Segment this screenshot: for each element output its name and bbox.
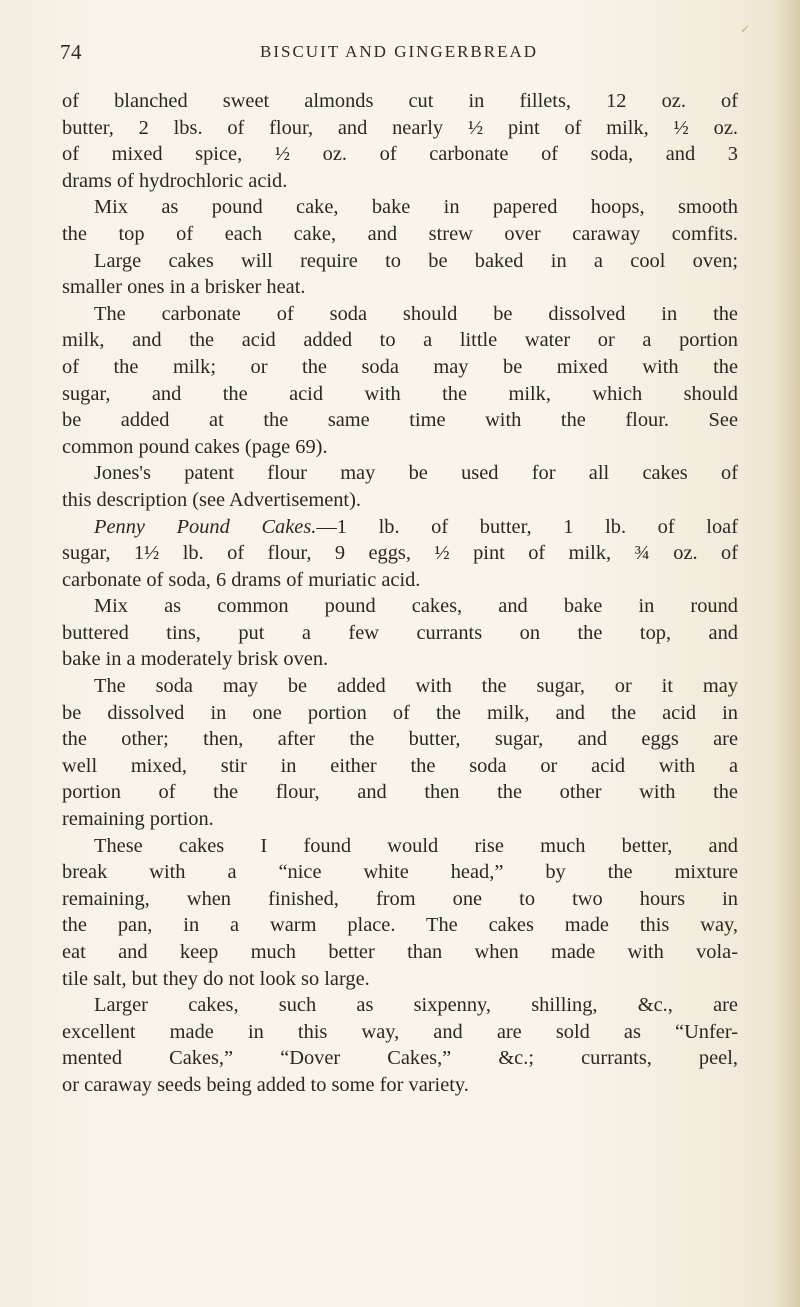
text-line: of the milk; or the soda may be mixed with the [62,355,738,378]
text-line: These cakes I found would rise much better, and [94,834,738,857]
text-line: mented Cakes,” “Dover Cakes,” &c.; currants, peel, [62,1047,738,1070]
text-line: be dissolved in one portion of the milk, and the acid in [62,701,738,724]
text-line: drams of hydrochloric acid. [62,169,288,192]
running-head: BISCUIT AND GINGERBREAD [260,42,539,61]
text-line: Mix as common pound cakes, and bake in round [94,595,738,618]
text-line: well mixed, stir in either the soda or acid with a [62,754,738,777]
recipe-title: Penny Pound Cakes. [94,515,317,538]
text-line: this description (see Advertisement). [62,488,361,511]
text-line: buttered tins, put a few currants on the top, and [62,621,738,644]
text-line: remaining, when finished, from one to two hours in [62,887,738,910]
text-line: Larger cakes, such as sixpenny, shilling, &c., are [94,994,738,1017]
text-line: common pound cakes (page 69). [62,435,328,458]
text-line: remaining portion. [62,808,214,831]
text-line: or caraway seeds being added to some for variety. [62,1073,469,1096]
text-line: excellent made in this way, and are sold as “Unfer- [62,1020,738,1043]
text-line: carbonate of soda, 6 drams of muriatic acid. [62,568,421,591]
text-line: eat and keep much better than when made with vola- [62,941,738,963]
text-line: bake in a moderately brisk oven. [62,648,329,671]
text-line: break with a “nice white head,” by the mixture [62,861,738,884]
text-line: The carbonate of soda should be dissolved in the [94,302,738,325]
corner-pencil-mark: ✓ [740,22,751,36]
text-line: Jones's patent flour may be used for all cakes of [94,462,738,485]
text-line: portion of the flour, and then the other with the [62,781,738,804]
text-line: milk, and the acid added to a little water or a portion [62,329,738,352]
text-line: smaller ones in a brisker heat. [62,276,306,299]
body-text [62,88,738,1099]
text-line: butter, 2 lbs. of flour, and nearly ½ pint of milk, ½ oz. [62,116,738,139]
text-line: Mix as pound cake, bake in papered hoops, smooth [94,196,738,219]
text-line: sugar, and the acid with the milk, which should [62,382,738,405]
text-line: of blanched sweet almonds cut in fillets, 12 oz. of [62,90,738,112]
text-line: sugar, 1½ lb. of flour, 9 eggs, ½ pint of milk, ¾ oz. of [62,542,738,565]
recipe-ingredients-start: —1 lb. of butter, 1 lb. of loaf [316,515,738,538]
page-number: 74 [60,40,82,64]
text-line: of mixed spice, ½ oz. of carbonate of soda, and 3 [62,143,738,166]
page-edge-shadow [774,0,800,1307]
text-line: the top of each cake, and strew over caraway comfits. [62,222,738,245]
text-line: be added at the same time with the flour. See [62,409,738,432]
text-line: Large cakes will require to be baked in a cool oven; [94,249,738,272]
text-line: the other; then, after the butter, sugar, and eggs are [62,728,738,751]
page-header [60,40,740,70]
text-line: tile salt, but they do not look so large. [62,967,370,990]
recipe-heading-line [62,514,738,541]
text-line: The soda may be added with the sugar, or it may [94,675,738,698]
text-line: the pan, in a warm place. The cakes made this way, [62,914,738,937]
